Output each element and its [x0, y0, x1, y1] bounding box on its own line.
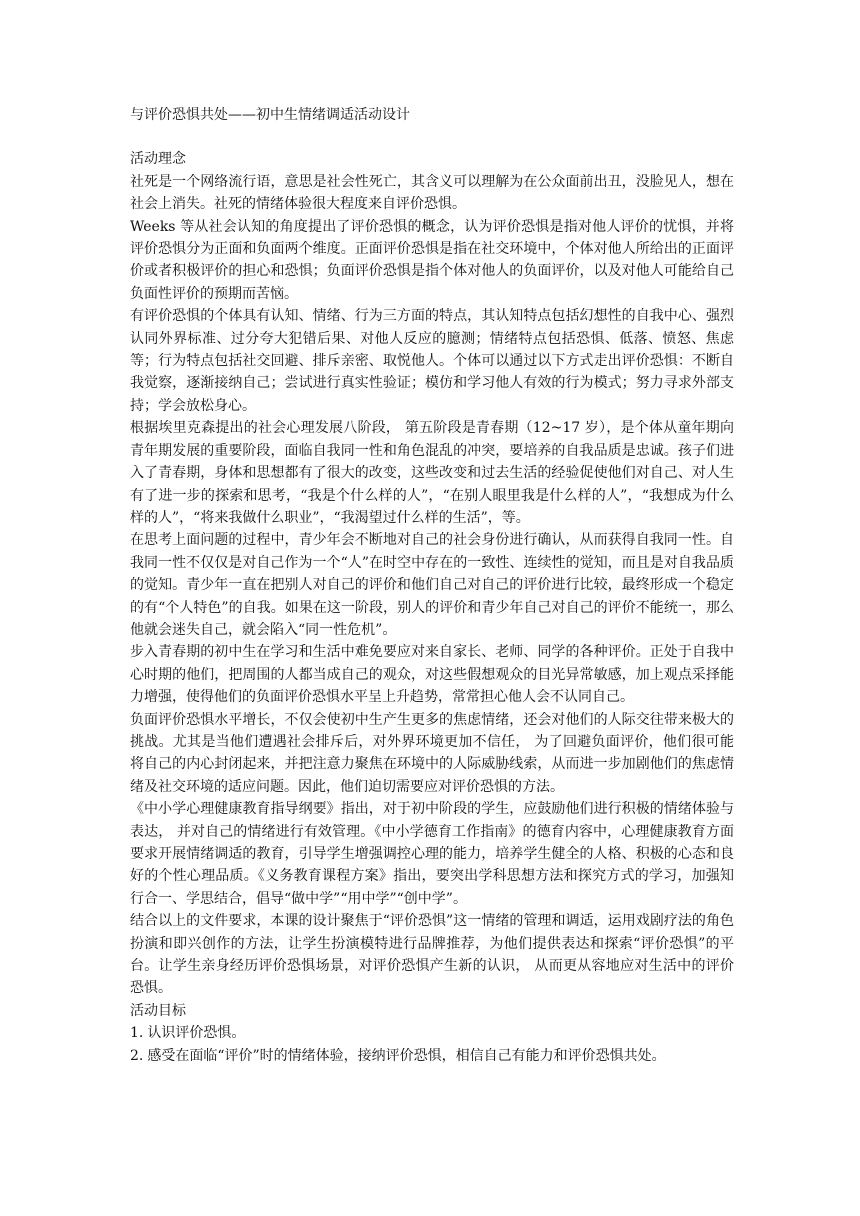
goal-text: 感受在面临“评价”时的情绪体验，接纳评价恐惧，相信自己有能力和评价恐惧共处。	[147, 1047, 666, 1064]
goal-number: 1.	[130, 1025, 144, 1042]
paragraph: 有评价恐惧的个体具有认知、情绪、行为三方面的特点，其认知特点包括幻想性的自我中心、强烈认同外界标准、过分夸大犯错后果、对他人反应的臆测；情绪特点包括恐惧、低落、愤怒、焦虑等；行为特点包括社交回避、排斥亲密、取悦他人。个体可以通过以下方式走出评价恐惧：不断自我觉察，逐渐接纳自己；尝试进行真实性验证；模仿和学习他人有效的行为模式；努力寻求外部支持；学会放松身心。	[130, 308, 734, 414]
document-title: 与评价恐惧共处——初中生情绪调适活动设计	[130, 107, 410, 123]
document-page	[130, 104, 734, 1067]
section-heading-activity-concept: 活动理念	[130, 151, 186, 168]
paragraph: 《中小学心理健康教育指导纲要》指出，对于初中阶段的学生，应鼓励他们进行积极的情绪体验与表达， 并对自己的情绪进行有效管理。《中小学德育工作指南》的德育内容中，心理健康教育方面要求开展情绪调适的教育，引导学生增强调控心理的能力，培养学生健全的人格、积极的心态和良好的个性心理品质。《义务教育课程方案》指出，要突出学科思想方法和探究方式的学习，加强知行合一、学思结合，倡导“做中学”“用中学”“创中学”。	[130, 801, 734, 907]
section-heading-activity-goals: 活动目标	[130, 1002, 186, 1019]
paragraph: 负面评价恐惧水平增长，不仅会使初中生产生更多的焦虑情绪，还会对他们的人际交往带来极大的挑战。尤其是当他们遭遇社会排斥后，对外界环境更加不信任， 为了回避负面评价，他们很可能将自己的内心封闭起来，并把注意力聚焦在环境中的人际威胁线索，从而进一步加剧他们的焦虑情绪及社交环境的适应问题。因此，他们迫切需要应对评价恐惧的方法。	[130, 711, 734, 795]
paragraph: 在思考上面问题的过程中，青少年会不断地对自己的社会身份进行确认，从而获得自我同一性。自我同一性不仅仅是对自己作为一个“人”在时空中存在的一致性、连续性的觉知，而且是对自我品质的觉知。青少年一直在把别人对自己的评价和他们自己对自己的评价进行比较，最终形成一个稳定的有“个人特色”的自我。如果在这一阶段，别人的评价和青少年自己对自己的评价不能统一，那么他就会迷失自己，就会陷入“同一性危机”。	[130, 532, 734, 638]
goal-item	[130, 1045, 734, 1067]
paragraph: 步入青春期的初中生在学习和生活中难免要应对来自家长、老师、同学的各种评价。正处于自我中心时期的他们，把周围的人都当成自己的观众，对这些假想观众的目光异常敏感，加上观点采择能力增强，使得他们的负面评价恐惧水平呈上升趋势，常常担心他人会不认同自己。	[130, 644, 734, 706]
paragraph: 结合以上的文件要求，本课的设计聚焦于“评价恐惧”这一情绪的管理和调适，运用戏剧疗法的角色扮演和即兴创作的方法，让学生扮演模特进行品牌推荐，为他们提供表达和探索“评价恐惧”的平台。让学生亲身经历评价恐惧场景，对评价恐惧产生新的认识， 从而更从容地应对生活中的评价恐惧。	[130, 913, 734, 997]
paragraph: 根据埃里克森提出的社会心理发展八阶段， 第五阶段是青春期（12~17 岁），是个体从童年期向青年期发展的重要阶段，面临自我同一性和角色混乱的冲突，要培养的自我品质是忠诚。孩子们进入了青春期，身体和思想都有了很大的改变，这些改变和过去生活的经验促使他们对自己、对人生有了进一步的探索和思考，“我是个什么样的人”，“在别人眼里我是什么样的人”，“我想成为什么样的人”，“将来我做什么职业”，“我渴望过什么样的生活”，等。	[130, 420, 734, 526]
goal-text: 认识评价恐惧。	[147, 1025, 246, 1042]
paragraph: 社死是一个网络流行语，意思是社会性死亡，其含义可以理解为在公众面前出丑，没脸见人，想在社会上消失。社死的情绪体验很大程度来自评价恐惧。	[130, 173, 734, 213]
goals-list	[130, 1022, 734, 1067]
goal-number: 2.	[130, 1047, 144, 1064]
paragraph: Weeks 等从社会认知的角度提出了评价恐惧的概念，认为评价恐惧是指对他人评价的忧惧，并将评价恐惧分为正面和负面两个维度。正面评价恐惧是指在社交环境中，个体对他人所给出的正面评价或者积极评价的担心和恐惧；负面评价恐惧是指个体对他人的负面评价，以及对他人可能给自己负面性评价的预期而苦恼。	[130, 218, 734, 302]
goal-item	[130, 1022, 734, 1044]
